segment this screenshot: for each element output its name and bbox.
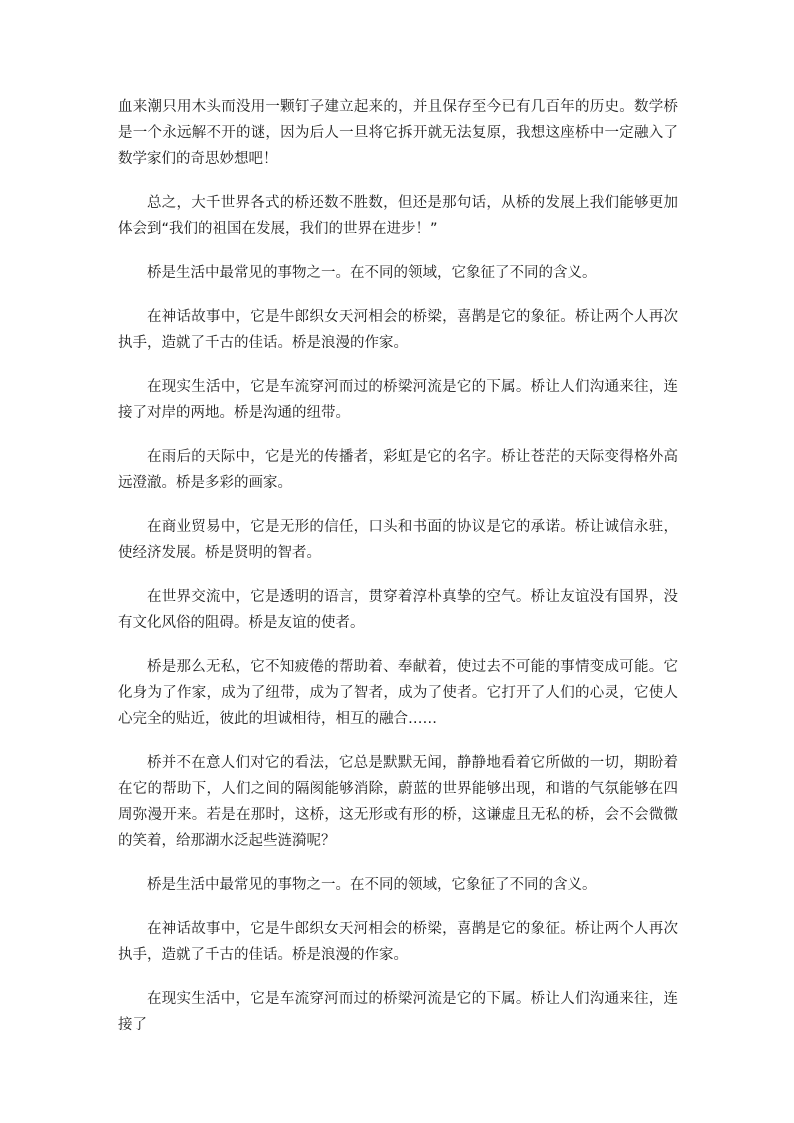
paragraph: 在神话故事中，它是牛郎织女天河相会的桥梁，喜鹊是它的象征。桥让两个人再次执手，造就了千古的佳话。桥是浪漫的作家。 xyxy=(118,309,678,351)
paragraph: 在雨后的天际中，它是光的传播者，彩虹是它的名字。桥让苍茫的天际变得格外高远澄澈。桥是多彩的画家。 xyxy=(118,449,678,491)
paragraph: 在商业贸易中，它是无形的信任，口头和书面的协议是它的承诺。桥让诚信永驻，使经济发展。桥是贤明的智者。 xyxy=(118,519,678,561)
paragraph: 总之，大千世界各式的桥还数不胜数，但还是那句话，从桥的发展上我们能够更加体会到“我们的祖国在发展，我们的世界在进步！” xyxy=(118,195,678,237)
paragraph: 血来潮只用木头而没用一颗钉子建立起来的，并且保存至今已有几百年的历史。数学桥是一个永远解不开的谜，因为后人一旦将它拆开就无法复原，我想这座桥中一定融入了数学家们的奇思妙想吧！ xyxy=(118,99,678,167)
paragraph: 桥是生活中最常见的事物之一。在不同的领域，它象征了不同的含义。 xyxy=(147,877,597,893)
document-body xyxy=(118,94,678,1056)
paragraph: 桥是那么无私，它不知疲倦的帮助着、奉献着，使过去不可能的事情变成可能。它化身为了作家，成为了纽带，成为了智者，成为了使者。它打开了人们的心灵，它使人心完全的贴近，彼此的坦诚相待，相互的融合…… xyxy=(118,659,678,727)
paragraph: 在神话故事中，它是牛郎织女天河相会的桥梁，喜鹊是它的象征。桥让两个人再次执手，造就了千古的佳话。桥是浪漫的作家。 xyxy=(118,921,678,963)
paragraph: 在现实生活中，它是车流穿河而过的桥梁河流是它的下属。桥让人们沟通来往，连接了 xyxy=(118,991,678,1033)
paragraph: 在现实生活中，它是车流穿河而过的桥梁河流是它的下属。桥让人们沟通来往，连接了对岸的两地。桥是沟通的纽带。 xyxy=(118,379,678,421)
paragraph: 桥是生活中最常见的事物之一。在不同的领域，它象征了不同的含义。 xyxy=(147,265,597,281)
paragraph: 在世界交流中，它是透明的语言，贯穿着淳朴真挚的空气。桥让友谊没有国界，没有文化风俗的阻碍。桥是友谊的使者。 xyxy=(118,589,678,631)
paragraph: 桥并不在意人们对它的看法，它总是默默无闻，静静地看着它所做的一切，期盼着在它的帮助下，人们之间的隔阂能够消除，蔚蓝的世界能够出现，和谐的气氛能够在四周弥漫开来。若是在那时，这桥，这无形或有形的桥，这谦虚且无私的桥，会不会微微的笑着，给那湖水泛起些涟漪呢？ xyxy=(118,755,678,849)
